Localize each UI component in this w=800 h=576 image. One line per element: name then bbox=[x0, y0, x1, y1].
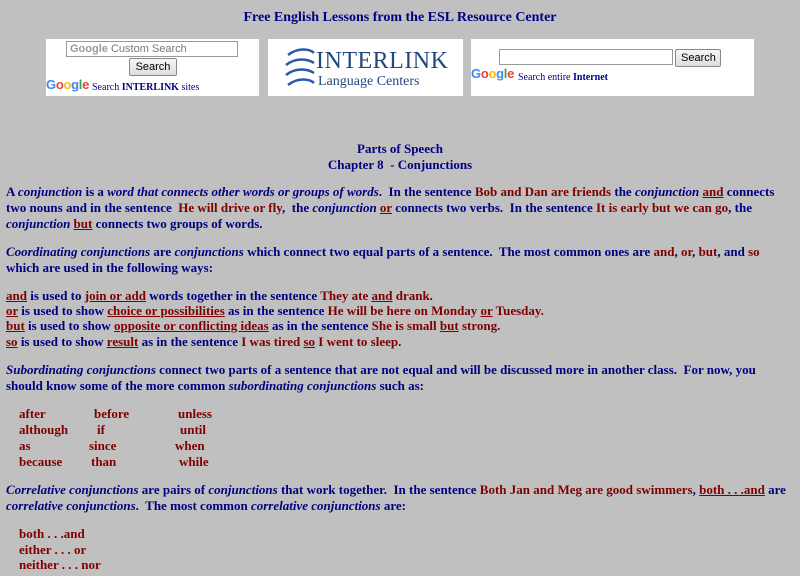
subordinating-paragraph: Subordinating conjunctions connect two parts of a sentence that are not equal and will be discussed more in another class. For now, you should know some of the more common subordinating conjunctions such as: bbox=[6, 362, 760, 393]
use-line-or: or is used to show choice or possibilities as in the sentence He will be here on Monday or Tuesday. bbox=[6, 303, 544, 318]
logo-name: INTERLINK bbox=[316, 48, 449, 74]
list-item: if bbox=[97, 422, 105, 437]
google-logo-icon: Google bbox=[471, 66, 515, 81]
list-item: while bbox=[179, 454, 209, 469]
list-item: both . . .and bbox=[19, 526, 85, 541]
search-internet-button[interactable]: Search bbox=[675, 49, 721, 67]
search-interlink-button[interactable]: Search bbox=[129, 58, 177, 76]
interlink-swoosh-icon bbox=[284, 45, 318, 89]
list-item: neither . . . nor bbox=[19, 557, 101, 572]
custom-search-placeholder: Custom Search bbox=[110, 43, 187, 55]
use-line-so: so is used to show result as in the sentence I was tired so I went to sleep. bbox=[6, 334, 402, 349]
list-item: unless bbox=[178, 406, 212, 421]
internet-search-input[interactable] bbox=[499, 49, 673, 65]
list-item: before bbox=[94, 406, 130, 421]
correlative-paragraph: Correlative conjunctions are pairs of conjunctions that work together. In the sentence Both Jan and Meg are good swimmers, both . . .and are correlative conjunctions. The most common correlative conjunctions are: bbox=[6, 482, 786, 513]
list-item: although bbox=[19, 422, 69, 437]
list-item: when bbox=[175, 438, 205, 453]
interlink-logo[interactable] bbox=[268, 39, 463, 96]
definition-paragraph: A conjunction is a word that connects other words or groups of words. In the sentence Bob and Dan are friends the conjunction and connects two nouns and in the sentence He will drive or fly, the conjunction or connects two verbs. In the sentence It is early but we can go, the conjunction but connects two groups of words. bbox=[6, 184, 778, 231]
coordinating-paragraph: Coordinating conjunctions are conjunctions which connect two equal parts of a sentence. The most common ones are and, or, but, and so which are used in the following ways: bbox=[6, 244, 760, 275]
lesson-chapter: Chapter 8 - Conjunctions bbox=[327, 157, 473, 172]
google-logo-icon: Google bbox=[46, 77, 90, 92]
search-interlink-label: Search INTERLINK sites bbox=[92, 82, 200, 93]
site-title: Free English Lessons from the ESL Resource Center bbox=[243, 10, 557, 25]
lesson-title: Parts of Speech bbox=[357, 141, 443, 156]
list-item: since bbox=[89, 438, 117, 453]
custom-search-input[interactable] bbox=[66, 41, 238, 57]
search-box-interlink bbox=[46, 39, 259, 96]
google-watermark: Google bbox=[70, 43, 108, 55]
logo-tagline: Language Centers bbox=[318, 74, 420, 89]
list-item: as bbox=[19, 438, 31, 453]
list-item: than bbox=[91, 454, 117, 469]
search-internet-label: Search entire Internet bbox=[518, 72, 608, 83]
use-line-but: but is used to show opposite or conflicting ideas as in the sentence She is small but strong. bbox=[6, 318, 501, 333]
search-box-internet bbox=[471, 39, 754, 96]
list-item: either . . . or bbox=[19, 542, 87, 557]
use-line-and: and is used to join or add words together in the sentence They ate and drank. bbox=[6, 288, 433, 303]
list-item: until bbox=[180, 422, 207, 437]
list-item: after bbox=[19, 406, 46, 421]
list-item: because bbox=[19, 454, 63, 469]
